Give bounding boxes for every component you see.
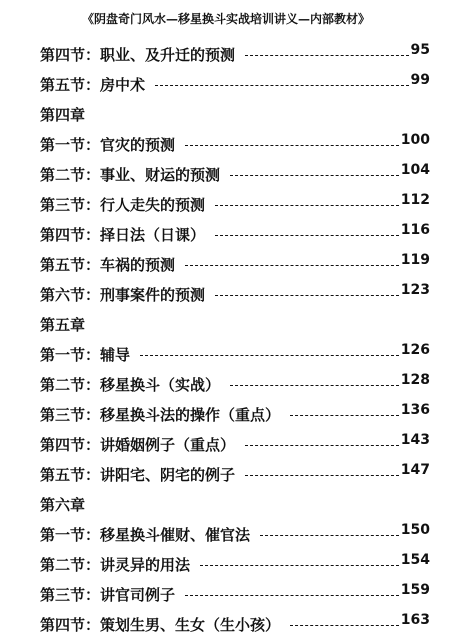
section-title: 车祸的预测 xyxy=(100,256,176,274)
page-number: 123 xyxy=(400,282,430,298)
toc-entry xyxy=(40,434,430,456)
dot-leader xyxy=(215,205,399,206)
section-label: 第五节： xyxy=(40,466,101,484)
section-title: 移星换斗催财、催官法 xyxy=(100,526,251,544)
toc-entry xyxy=(40,554,430,576)
dot-leader xyxy=(200,565,399,566)
page-number: 159 xyxy=(400,582,430,598)
section-label: 第四节： xyxy=(40,436,101,454)
page-number: 112 xyxy=(400,192,430,208)
section-title: 策划生男、生女（生小孩） xyxy=(100,616,281,634)
dot-leader xyxy=(215,295,399,296)
section-label: 第四节： xyxy=(40,46,101,64)
page-number: 100 xyxy=(400,132,430,148)
dot-leader xyxy=(230,175,399,176)
section-title: 移星换斗（实战） xyxy=(100,376,221,394)
section-title: 刑事案件的预测 xyxy=(100,286,206,304)
toc-entry xyxy=(40,44,430,66)
section-title: 讲官司例子 xyxy=(100,586,176,604)
dot-leader xyxy=(245,445,399,446)
section-label: 第四节： xyxy=(40,616,101,634)
section-label: 第五节： xyxy=(40,256,101,274)
page-number: 128 xyxy=(400,372,430,388)
section-title: 职业、及升迁的预测 xyxy=(100,46,236,64)
dot-leader xyxy=(155,85,409,86)
page-number: 126 xyxy=(400,342,430,358)
toc-entry xyxy=(40,584,430,606)
section-label: 第二节： xyxy=(40,376,101,394)
toc-entry xyxy=(40,344,430,366)
section-label: 第六节： xyxy=(40,286,101,304)
toc-entry xyxy=(40,524,430,546)
section-label: 第五节： xyxy=(40,76,101,94)
chapter-heading: 第六章 xyxy=(40,496,86,514)
dot-leader xyxy=(245,475,399,476)
page-number: 147 xyxy=(400,462,430,478)
page-number: 99 xyxy=(410,72,430,88)
toc-entry xyxy=(40,614,430,636)
page-number: 116 xyxy=(400,222,430,238)
section-title: 事业、财运的预测 xyxy=(100,166,221,184)
chapter-heading: 第四章 xyxy=(40,106,86,124)
section-title: 移星换斗法的操作（重点） xyxy=(100,406,281,424)
dot-leader xyxy=(260,535,399,536)
dot-leader xyxy=(185,265,399,266)
dot-leader xyxy=(230,385,399,386)
section-title: 择日法（日课） xyxy=(100,226,206,244)
page-number: 154 xyxy=(400,552,430,568)
section-title: 讲阳宅、阴宅的例子 xyxy=(100,466,236,484)
section-title: 辅导 xyxy=(100,346,131,364)
section-title: 讲婚姻例子（重点） xyxy=(100,436,236,454)
section-label: 第一节： xyxy=(40,346,101,364)
page-number: 143 xyxy=(400,432,430,448)
section-label: 第三节： xyxy=(40,406,101,424)
toc-entry xyxy=(40,224,430,246)
toc-entry xyxy=(40,464,430,486)
section-label: 第一节： xyxy=(40,136,101,154)
section-label: 第三节： xyxy=(40,196,101,214)
dot-leader xyxy=(185,145,399,146)
toc-entry xyxy=(40,374,430,396)
dot-leader xyxy=(185,595,399,596)
page-number: 119 xyxy=(400,252,430,268)
toc-entry xyxy=(40,254,430,276)
toc-entry xyxy=(40,194,430,216)
dot-leader xyxy=(215,235,399,236)
page-header: 《阴盘奇门风水—移星换斗实战培训讲义—内部教材》 xyxy=(81,12,370,26)
page-number: 163 xyxy=(400,612,430,628)
dot-leader xyxy=(140,355,399,356)
dot-leader xyxy=(290,415,399,416)
page-number: 150 xyxy=(400,522,430,538)
dot-leader xyxy=(245,55,409,56)
page-number: 104 xyxy=(400,162,430,178)
section-title: 讲灵异的用法 xyxy=(100,556,191,574)
page-number: 95 xyxy=(410,42,430,58)
section-title: 行人走失的预测 xyxy=(100,196,206,214)
chapter-heading: 第五章 xyxy=(40,316,86,334)
toc-entry xyxy=(40,134,430,156)
section-label: 第三节： xyxy=(40,586,101,604)
section-label: 第二节： xyxy=(40,556,101,574)
toc-entry xyxy=(40,404,430,426)
page-number: 136 xyxy=(400,402,430,418)
section-label: 第二节： xyxy=(40,166,101,184)
toc-entry xyxy=(40,164,430,186)
toc-entry xyxy=(40,74,430,96)
section-label: 第四节： xyxy=(40,226,101,244)
toc-entry xyxy=(40,284,430,306)
section-title: 房中术 xyxy=(100,76,146,94)
section-title: 官灾的预测 xyxy=(100,136,176,154)
dot-leader xyxy=(290,625,399,626)
section-label: 第一节： xyxy=(40,526,101,544)
